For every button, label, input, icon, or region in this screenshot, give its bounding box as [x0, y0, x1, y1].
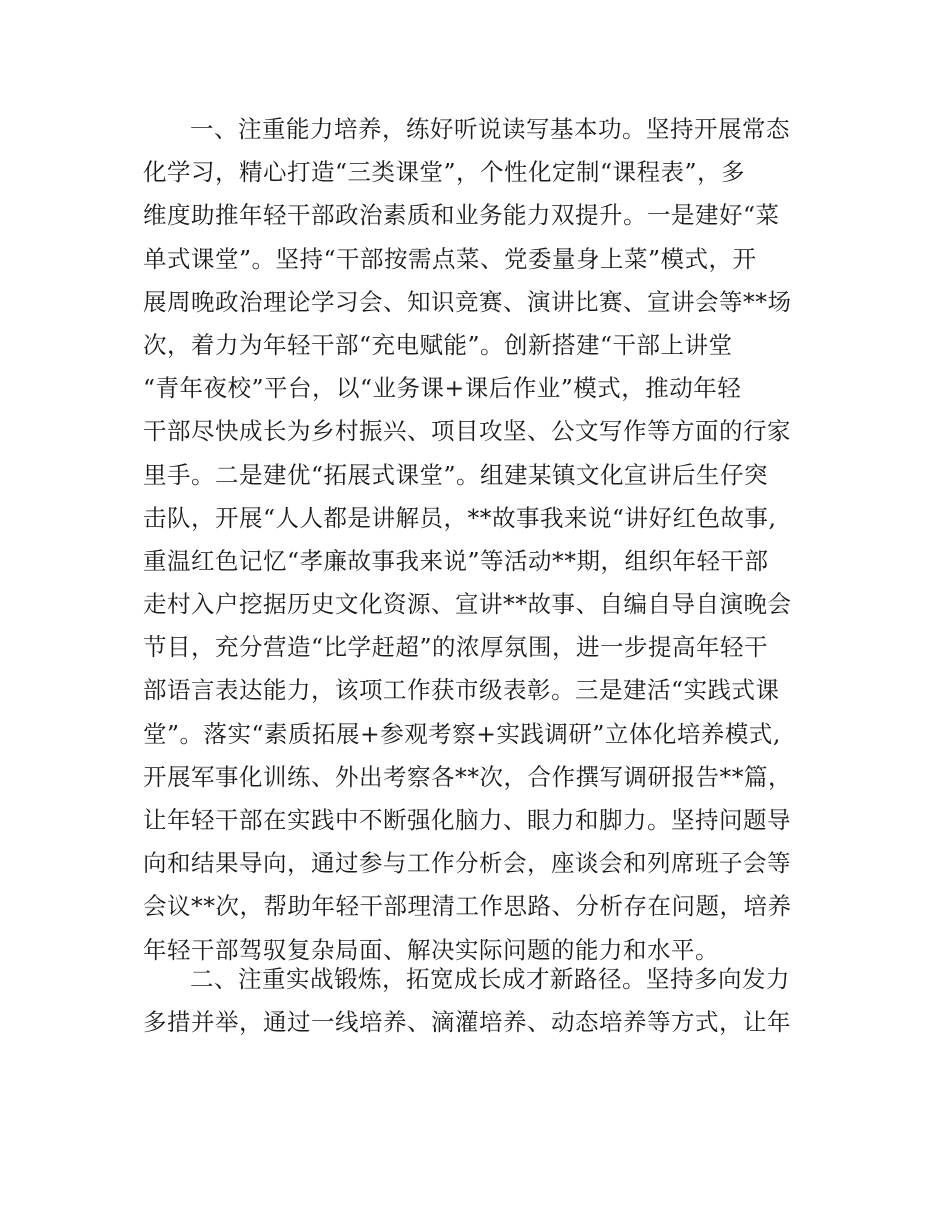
text-line: 向和结果导向，通过参与工作分析会，座谈会和列席班子会等	[143, 849, 791, 878]
text-line: 次，着力为年轻干部“充电赋能”。创新搭建“干部上讲堂	[143, 330, 733, 359]
text-line: 堂”。落实“素质拓展+参观考察+实践调研”立体化培养模式,	[143, 719, 781, 748]
text-line: 二、注重实战锻炼，拓宽成长成才新路径。坚持多向发力	[190, 965, 790, 993]
text-line: 走村入户挖据历史文化资源、宣讲**故事、自编自导自演晚会	[143, 590, 792, 619]
text-line: 节目，充分营造“比学赶超”的浓厚氛围，进一步提高年轻干	[143, 633, 769, 662]
text-line: 年轻干部驾驭复杂局面、解决实际问题的能力和水平。	[143, 935, 719, 964]
text-line: “青年夜校”平台，以“业务课+课后作业”模式，推动年轻	[143, 374, 742, 403]
text-line: 单式课堂”。坚持“干部按需点菜、党委量身上菜”模式，开	[143, 244, 757, 273]
text-line: 会议**次，帮助年轻干部理清工作思路、分析存在问题，培养	[143, 892, 792, 921]
text-line: 化学习，精心打造“三类课堂”，个性化定制“课程表”，多	[143, 158, 746, 187]
text-line: 多措并举，通过一线培养、滴灌培养、动态培养等方式，让年	[143, 1008, 791, 1037]
text-line: 一、注重能力培养，练好听说读写基本功。坚持开展常态	[190, 115, 790, 143]
text-line: 击队，开展“人人都是讲解员，**故事我来说“讲好红色故事,	[143, 503, 777, 532]
text-line: 开展军事化训练、外出考察各**次，合作撰写调研报告**篇，	[143, 762, 792, 791]
text-line: 展周晚政治理论学习会、知识竞赛、演讲比赛、宣讲会等**场	[143, 287, 792, 316]
paragraph-1	[143, 108, 811, 972]
text-line: 部语言表达能力，该项工作获市级表彰。三是建活“实践式课	[143, 676, 780, 705]
text-line: 重温红色记忆“孝廉故事我来说”等活动**期，组织年轻干部	[143, 546, 769, 575]
text-line: 干部尽快成长为乡村振兴、项目攻坚、公文写作等方面的行家	[143, 417, 791, 446]
paragraph-2	[143, 958, 811, 1044]
text-line: 让年轻干部在实践中不断强化脑力、眼力和脚力。坚持问题导	[143, 806, 791, 834]
text-line: 里手。二是建优“拓展式课堂”。组建某镇文化宣讲后生仔突	[143, 460, 769, 489]
text-line: 维度助推年轻干部政治素质和业务能力双提升。一是建好“菜	[143, 201, 780, 230]
